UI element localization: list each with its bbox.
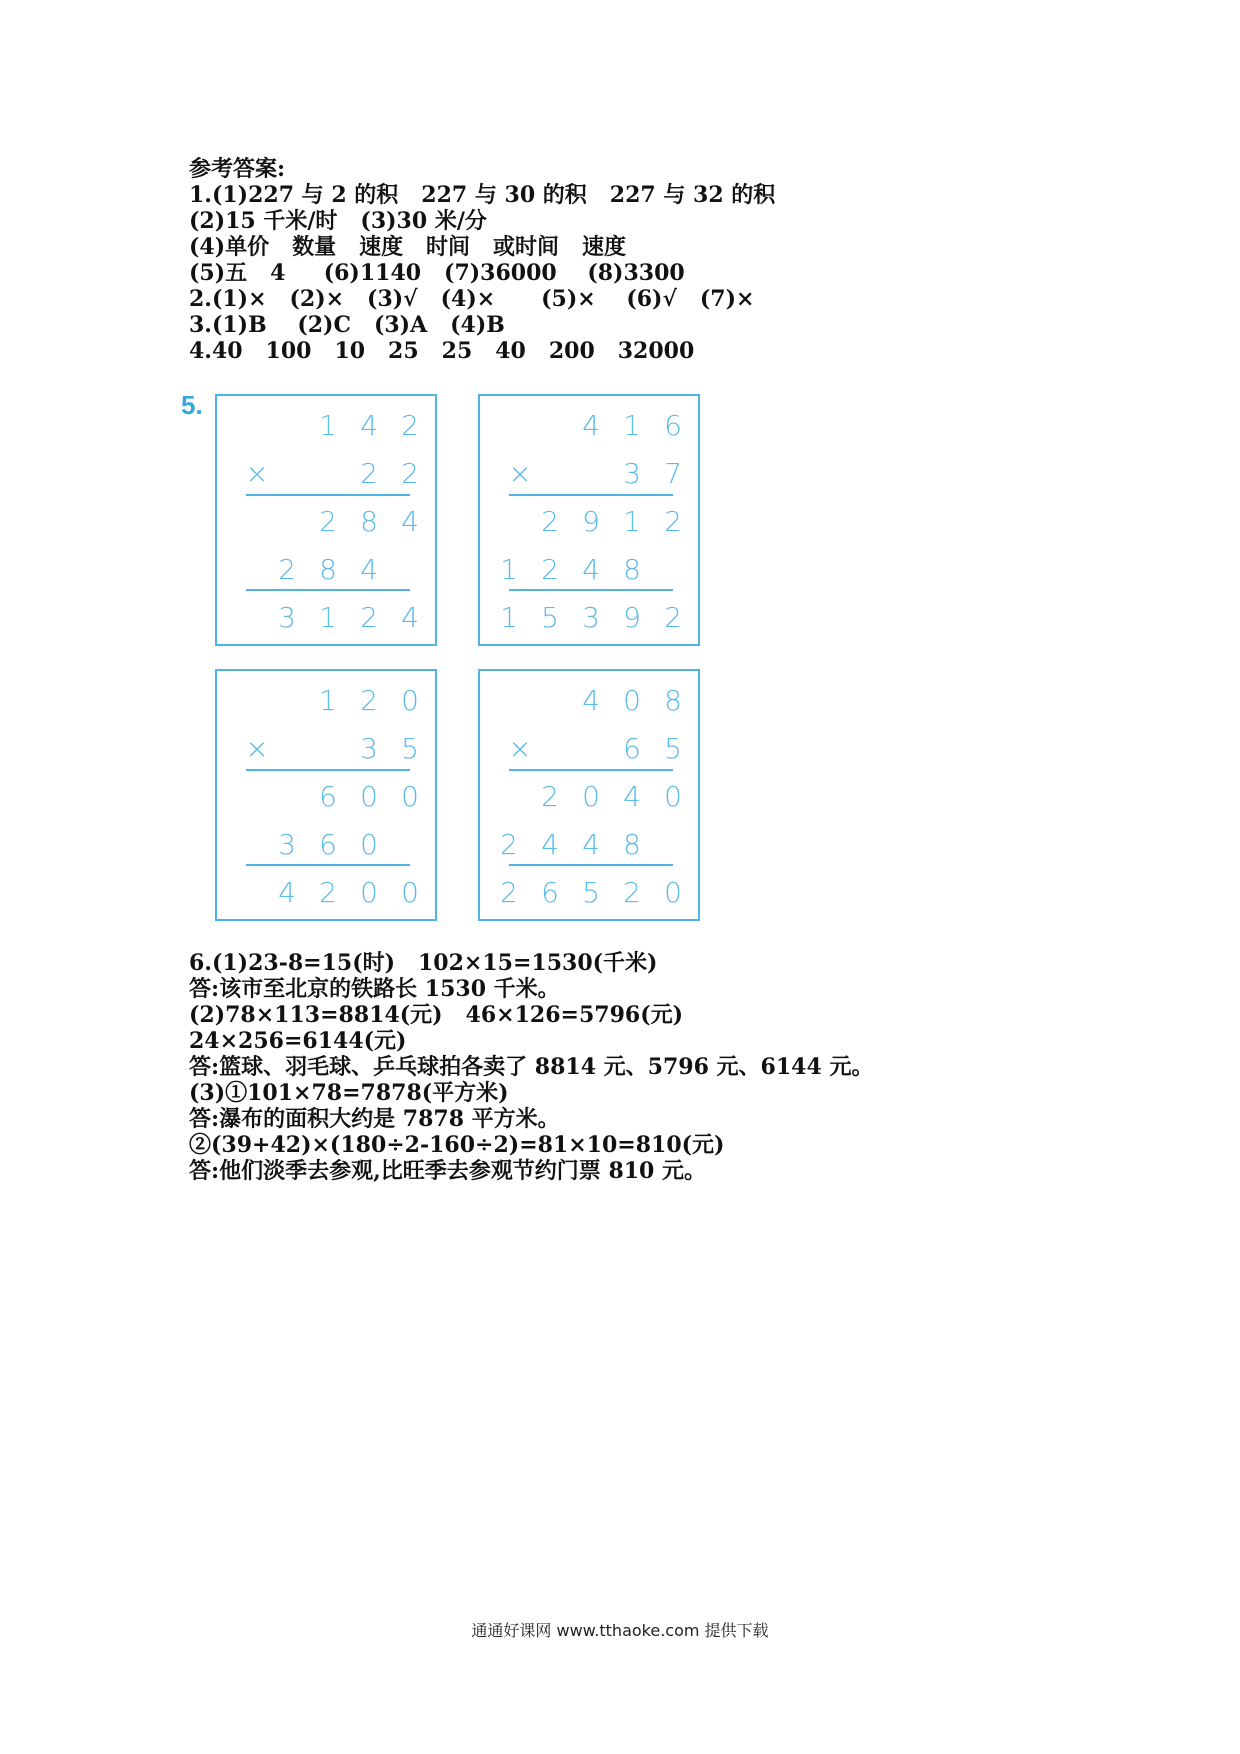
digit-cell	[489, 406, 529, 446]
digit-cell: 0	[401, 684, 419, 717]
digit-cell	[308, 454, 348, 494]
solution-line: 答:篮球、羽毛球、乒乓球拍各卖了 8814 元、5796 元、6144 元。	[189, 1054, 874, 1080]
answer-line: (5)五 4 (6)1140 (7)36000 (8)3300	[189, 260, 685, 286]
solution-line: ②(39+42)×(180÷2-160÷2)=81×10=810(元)	[189, 1132, 725, 1158]
digit-cell	[653, 825, 693, 865]
digit-cell: 3	[582, 601, 600, 634]
digit-cell: 6	[319, 780, 337, 813]
digit-cell: 8	[623, 553, 641, 586]
calculation-rule	[509, 864, 673, 866]
digit-cell: 4	[582, 828, 600, 861]
solution-line: 答:他们淡季去参观,比旺季去参观节约门票 810 元。	[189, 1158, 707, 1184]
solution-line: (2)78×113=8814(元) 46×126=5796(元)	[189, 1002, 684, 1028]
digit-cell: 0	[664, 780, 682, 813]
footer-credit: 通通好课网 www.tthaoke.com 提供下载	[471, 1621, 769, 1640]
digit-cell: 8	[623, 828, 641, 861]
digit-cell: 3	[623, 457, 641, 490]
question-5-label: 5.	[181, 390, 203, 420]
multiply-sign: ×	[508, 732, 532, 765]
digit-cell: 2	[319, 876, 337, 909]
digit-cell: 1	[319, 684, 337, 717]
digit-cell: 8	[319, 553, 337, 586]
answer-line: 3.(1)B (2)C (3)A (4)B	[189, 312, 505, 338]
digit-cell: 2	[541, 505, 559, 538]
digit-cell: 4	[360, 553, 378, 586]
digit-cell: 0	[401, 876, 419, 909]
digit-cell: 2	[360, 601, 378, 634]
digit-cell: 5	[401, 732, 419, 765]
digit-cell: 2	[664, 601, 682, 634]
multiply-sign: ×	[245, 457, 269, 490]
digit-cell: 7	[664, 457, 682, 490]
digit-cell: 2	[500, 828, 518, 861]
digit-cell: 6	[664, 409, 682, 442]
digit-cell	[489, 777, 529, 817]
digit-cell	[653, 550, 693, 590]
digit-cell: 3	[278, 601, 296, 634]
digit-cell: 0	[623, 684, 641, 717]
digit-cell	[267, 681, 307, 721]
digit-cell: 2	[541, 780, 559, 813]
digit-cell: 1	[319, 601, 337, 634]
digit-cell: 1	[500, 553, 518, 586]
solution-line: 答:该市至北京的铁路长 1530 千米。	[189, 976, 560, 1002]
answer-line: (2)15 千米/时 (3)30 米/分	[189, 208, 487, 234]
digit-cell: 6	[319, 828, 337, 861]
digit-cell	[267, 777, 307, 817]
digit-cell: 0	[664, 876, 682, 909]
digit-cell: 8	[664, 684, 682, 717]
digit-cell: 6	[623, 732, 641, 765]
digit-cell: 4	[278, 876, 296, 909]
calculation-rule	[509, 769, 673, 771]
digit-cell	[489, 502, 529, 542]
calculation-rule	[246, 589, 410, 591]
answer-line: 2.(1)× (2)× (3)√ (4)× (5)× (6)√ (7)×	[189, 286, 755, 312]
multiplication-box	[215, 669, 437, 921]
digit-cell: 5	[582, 876, 600, 909]
digit-cell	[571, 729, 611, 769]
calculation-rule	[246, 769, 410, 771]
digit-cell: 4	[582, 684, 600, 717]
digit-cell: 3	[360, 732, 378, 765]
digit-cell: 0	[401, 780, 419, 813]
digit-cell	[530, 406, 570, 446]
digit-cell: 4	[582, 409, 600, 442]
solutions-section	[189, 950, 873, 1184]
digit-cell	[530, 681, 570, 721]
digit-cell: 1	[500, 601, 518, 634]
calculation-rule	[509, 589, 673, 591]
digit-cell	[267, 406, 307, 446]
calculation-rule	[246, 494, 410, 496]
digit-cell	[489, 681, 529, 721]
digit-cell: 2	[500, 876, 518, 909]
multiplication-box	[478, 669, 700, 921]
digit-cell	[530, 454, 570, 494]
solution-line: (3)①101×78=7878(平方米)	[189, 1080, 509, 1106]
digit-cell: 2	[623, 876, 641, 909]
digit-cell: 2	[360, 684, 378, 717]
calculation-rule	[246, 864, 410, 866]
calculation-rule	[509, 494, 673, 496]
digit-cell	[390, 550, 430, 590]
solution-line: 6.(1)23-8=15(时) 102×15=1530(千米)	[189, 950, 658, 976]
digit-cell: 0	[360, 780, 378, 813]
digit-cell	[308, 729, 348, 769]
digit-cell: 5	[541, 601, 559, 634]
digit-cell: 2	[319, 505, 337, 538]
answers-heading: 参考答案:	[189, 156, 286, 182]
multiply-sign: ×	[245, 732, 269, 765]
digit-cell	[390, 825, 430, 865]
answer-line: 4.40 100 10 25 25 40 200 32000	[189, 338, 695, 364]
digit-cell: 1	[623, 505, 641, 538]
digit-cell: 2	[401, 409, 419, 442]
solution-line: 24×256=6144(元)	[189, 1028, 407, 1054]
digit-cell: 9	[582, 505, 600, 538]
digit-cell: 4	[541, 828, 559, 861]
digit-cell: 4	[360, 409, 378, 442]
digit-cell: 2	[664, 505, 682, 538]
digit-cell: 4	[401, 601, 419, 634]
answer-line: 1.(1)227 与 2 的积 227 与 30 的积 227 与 32 的积	[189, 182, 776, 208]
digit-cell	[530, 729, 570, 769]
digit-cell: 2	[278, 553, 296, 586]
digit-cell: 4	[623, 780, 641, 813]
answer-line: (4)单价 数量 速度 时间 或时间 速度	[189, 234, 627, 260]
digit-cell: 5	[664, 732, 682, 765]
digit-cell: 0	[360, 876, 378, 909]
multiplication-box	[215, 394, 437, 646]
solution-line: 答:瀑布的面积大约是 7878 平方米。	[189, 1106, 560, 1132]
digit-cell: 0	[360, 828, 378, 861]
digit-cell	[571, 454, 611, 494]
answers-section	[189, 156, 775, 364]
multiply-sign: ×	[508, 457, 532, 490]
digit-cell	[267, 502, 307, 542]
digit-cell: 0	[582, 780, 600, 813]
multiplication-box	[478, 394, 700, 646]
digit-cell: 4	[401, 505, 419, 538]
digit-cell: 3	[278, 828, 296, 861]
digit-cell: 8	[360, 505, 378, 538]
digit-cell: 2	[401, 457, 419, 490]
digit-cell: 9	[623, 601, 641, 634]
digit-cell: 4	[582, 553, 600, 586]
digit-cell: 2	[360, 457, 378, 490]
digit-cell: 6	[541, 876, 559, 909]
digit-cell: 2	[541, 553, 559, 586]
digit-cell: 1	[319, 409, 337, 442]
digit-cell: 1	[623, 409, 641, 442]
